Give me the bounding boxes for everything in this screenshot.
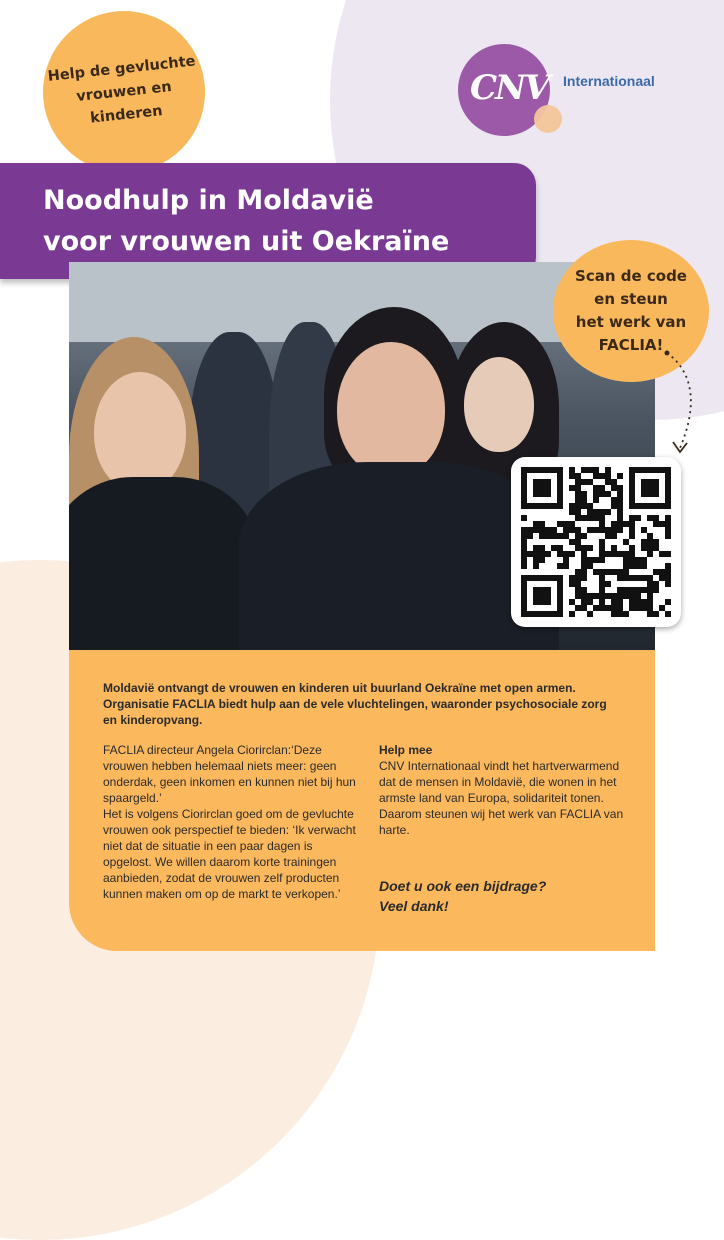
dotted-arrow-icon xyxy=(655,348,700,458)
photo-jacket xyxy=(69,477,259,652)
scan-badge-line: Scan de code xyxy=(575,267,687,285)
qr-code-card[interactable] xyxy=(511,457,681,627)
photo-face xyxy=(337,342,445,477)
scan-badge-text xyxy=(575,265,687,357)
right-column xyxy=(379,742,639,838)
logo-accent-dot xyxy=(534,105,562,133)
help-text: CNV Internationaal vindt het hartverwarmend dat de mensen in Moldavië, die wonen in het armste land van Europa, solidariteit tonen. Daarom steunen wij het werk van FACLIA van harte. xyxy=(379,759,624,837)
cnv-logo xyxy=(458,44,568,136)
scan-badge-line: FACLIA! xyxy=(598,336,664,354)
title-line-1: Noodhulp in Moldavië xyxy=(43,185,374,216)
scan-badge-line: en steun xyxy=(594,290,668,308)
left-column xyxy=(103,742,361,902)
page-title xyxy=(43,180,449,262)
photo-face xyxy=(464,357,534,452)
help-badge xyxy=(35,3,213,181)
director-quote: FACLIA directeur Angela Ciorirclan:‘Deze vrouwen hebben helemaal niets meer: geen onderdak, geen inkomen en kunnen niet bij hun spaargeld.’ Het is volgens Ciorirclan goed om de gevluchte vrouwen ook perspectief te bieden: ‘Ik verwacht niet dat de situatie in een paar dagen is opgelost. We willen daarom korte trainingen aanbieden, zodat de vrouwen zelf producten kunnen maken om op de markt te verkopen.’ xyxy=(103,743,356,901)
intro-text: Moldavië ontvangt de vrouwen en kinderen uit buurland Oekraïne met open armen. Organisatie FACLIA biedt hulp aan de vele vluchtelingen, waaronder psychosociale zorg en kinderopvang. xyxy=(103,681,607,727)
photo-face xyxy=(94,372,186,492)
qr-code-icon[interactable] xyxy=(521,467,671,617)
info-box xyxy=(69,650,655,951)
help-badge-text: Help de gevluchte vrouwen en kinderen xyxy=(46,52,197,127)
logo-mark: CNV xyxy=(470,68,549,108)
brand-name: Internationaal xyxy=(563,73,655,89)
help-heading: Help mee xyxy=(379,743,433,757)
title-line-2: voor vrouwen uit Oekraïne xyxy=(43,226,450,257)
scan-badge-line: het werk van xyxy=(575,313,687,331)
call-to-action: Doet u ook een bijdrage? Veel dank! xyxy=(379,878,547,914)
